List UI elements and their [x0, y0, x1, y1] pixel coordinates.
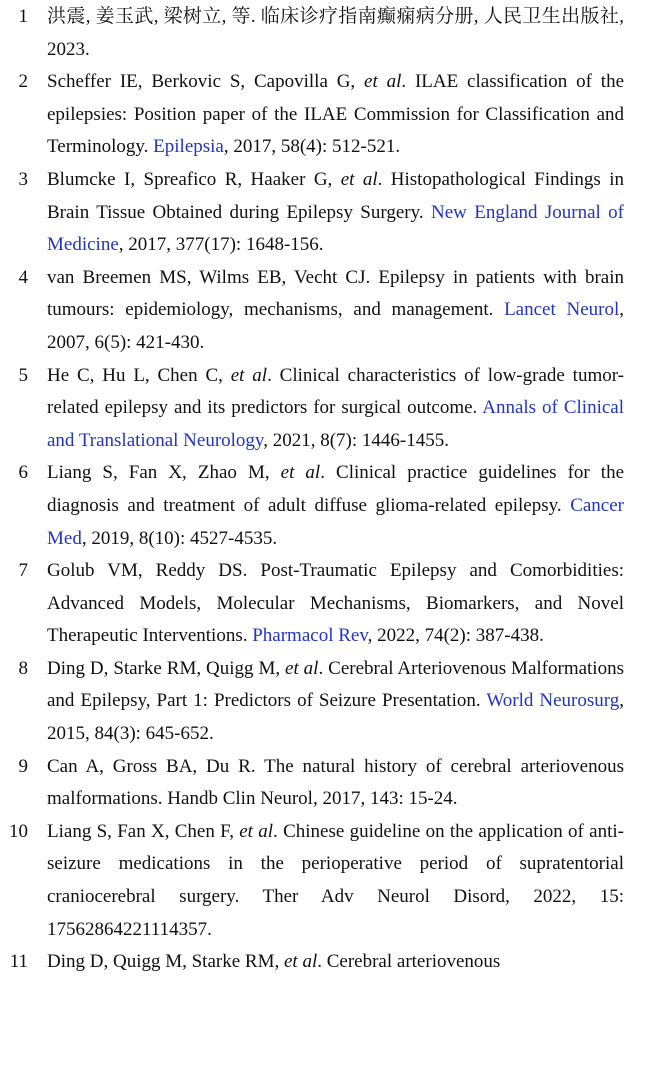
reference-authors: Blumcke I, Spreafico R, Haaker G, — [47, 168, 341, 190]
reference-item — [0, 457, 653, 555]
reference-text — [47, 66, 624, 164]
reference-authors: Ding D, Quigg M, Starke RM, — [47, 951, 284, 973]
reference-title: 临床诊疗指南癫痫病分册, 人民卫生出版社, 2023. — [47, 6, 624, 60]
reference-journal-link[interactable]: New England Journal of Medicine — [47, 201, 624, 256]
reference-number: 6 — [18, 462, 28, 484]
reference-title: . Cerebral Arteriovenous Malformations and Epilepsy, Part 1: Predictors of Seizure Presentation. — [47, 657, 624, 712]
reference-title: Epilepsy in patients with brain tumours: epidemiology, mechanisms, and management. — [47, 266, 625, 321]
reference-authors: Liang S, Fan X, Zhao M, — [47, 462, 281, 484]
reference-title: . Clinical characteristics of low-grade tumor-related epilepsy and its predictors for surgical outcome. — [47, 364, 624, 419]
reference-item — [0, 262, 653, 360]
reference-etal: et al — [283, 951, 318, 973]
reference-details: , 2022, 74(2): 387-438. — [367, 625, 544, 647]
reference-title: . ILAE classification of the epilepsies: Position paper of the ILAE Commission for Classification and Terminology. — [47, 71, 624, 158]
reference-text — [47, 816, 624, 946]
reference-details: , 2017, 377(17): 1648-156. — [118, 234, 324, 256]
reference-details: , 2021, 8(7): 1446-1455. — [263, 429, 449, 451]
reference-number: 7 — [18, 560, 28, 582]
reference-authors: Scheffer IE, Berkovic S, Capovilla G, — [47, 71, 365, 93]
reference-authors: Liang S, Fan X, Chen F, — [47, 820, 240, 842]
reference-item — [0, 946, 653, 979]
reference-details: , 2015, 84(3): 645-652. — [47, 690, 624, 745]
reference-authors: 洪震, 姜玉武, 梁树立, 等. — [47, 6, 256, 27]
reference-number: 3 — [18, 168, 28, 190]
reference-text — [47, 457, 624, 555]
reference-etal: et al — [239, 820, 274, 842]
reference-text — [47, 751, 624, 816]
reference-authors: Ding D, Starke RM, Quigg M, — [47, 657, 286, 679]
reference-number: 11 — [9, 951, 28, 973]
reference-text — [47, 360, 624, 458]
reference-item — [0, 66, 653, 164]
reference-journal-link[interactable]: World Neurosurg — [486, 690, 620, 712]
reference-details: , 2007, 6(5): 421-430. — [47, 299, 624, 353]
reference-list — [0, 1, 653, 979]
reference-title: . Chinese guideline on the application of anti-seizure medications in the perioperative period of supratentorial craniocerebral surgery. Ther Adv Neurol Disord, 2022, 15: 17562864221114357. — [47, 820, 624, 940]
reference-title: . Cerebral arteriovenous — [317, 951, 501, 973]
reference-authors: He C, Hu L, Chen C, — [47, 364, 231, 386]
reference-title: . Histopathological Findings in Brain Tissue Obtained during Epilepsy Surgery. — [47, 168, 624, 223]
reference-number: 8 — [18, 657, 28, 679]
reference-etal: et al — [285, 657, 319, 679]
reference-etal: et al — [280, 462, 321, 484]
reference-etal: et al — [364, 71, 402, 93]
reference-item — [0, 555, 653, 653]
reference-title: Post-Traumatic Epilepsy and Comorbidities: Advanced Models, Molecular Mechanisms, Biomarkers, and Novel Therapeutic Interventions. — [47, 560, 624, 647]
reference-number: 2 — [18, 71, 28, 93]
reference-journal-link[interactable]: Pharmacol Rev — [252, 625, 368, 647]
reference-number: 9 — [18, 755, 28, 777]
reference-details: , 2017, 58(4): 512-521. — [223, 136, 401, 158]
reference-text — [47, 555, 624, 653]
reference-number: 4 — [18, 266, 28, 288]
reference-journal-link[interactable]: Lancet Neurol — [504, 299, 620, 321]
reference-item — [0, 360, 653, 458]
reference-title: The natural history of cerebral arteriovenous malformations. Handb Clin Neurol, 2017, 143: 15-24. — [47, 755, 625, 810]
reference-journal-link[interactable]: Annals of Clinical and Translational Neurology — [47, 397, 624, 451]
reference-text — [47, 946, 624, 979]
reference-item — [0, 751, 653, 816]
reference-number: 5 — [18, 364, 28, 386]
reference-item — [0, 653, 653, 751]
reference-journal-link[interactable]: Cancer Med — [47, 494, 624, 549]
reference-text — [47, 1, 624, 66]
reference-text — [47, 653, 624, 751]
reference-item — [0, 816, 653, 946]
reference-title: . Clinical practice guidelines for the diagnosis and treatment of adult diffuse glioma-related epilepsy. — [47, 462, 625, 516]
reference-item — [0, 1, 653, 66]
reference-item — [0, 164, 653, 262]
reference-number: 1 — [18, 6, 28, 27]
reference-authors: van Breemen MS, Wilms EB, Vecht CJ. — [47, 266, 371, 288]
reference-text — [47, 262, 624, 360]
reference-authors: Can A, Gross BA, Du R. — [47, 755, 256, 777]
reference-number: 10 — [9, 820, 28, 842]
reference-journal-link[interactable]: Epilepsia — [153, 136, 224, 158]
reference-details: , 2019, 8(10): 4527-4535. — [81, 527, 278, 549]
reference-text — [47, 164, 624, 262]
reference-etal: et al — [230, 364, 268, 386]
reference-authors: Golub VM, Reddy DS. — [47, 560, 248, 582]
reference-etal: et al — [340, 168, 378, 190]
